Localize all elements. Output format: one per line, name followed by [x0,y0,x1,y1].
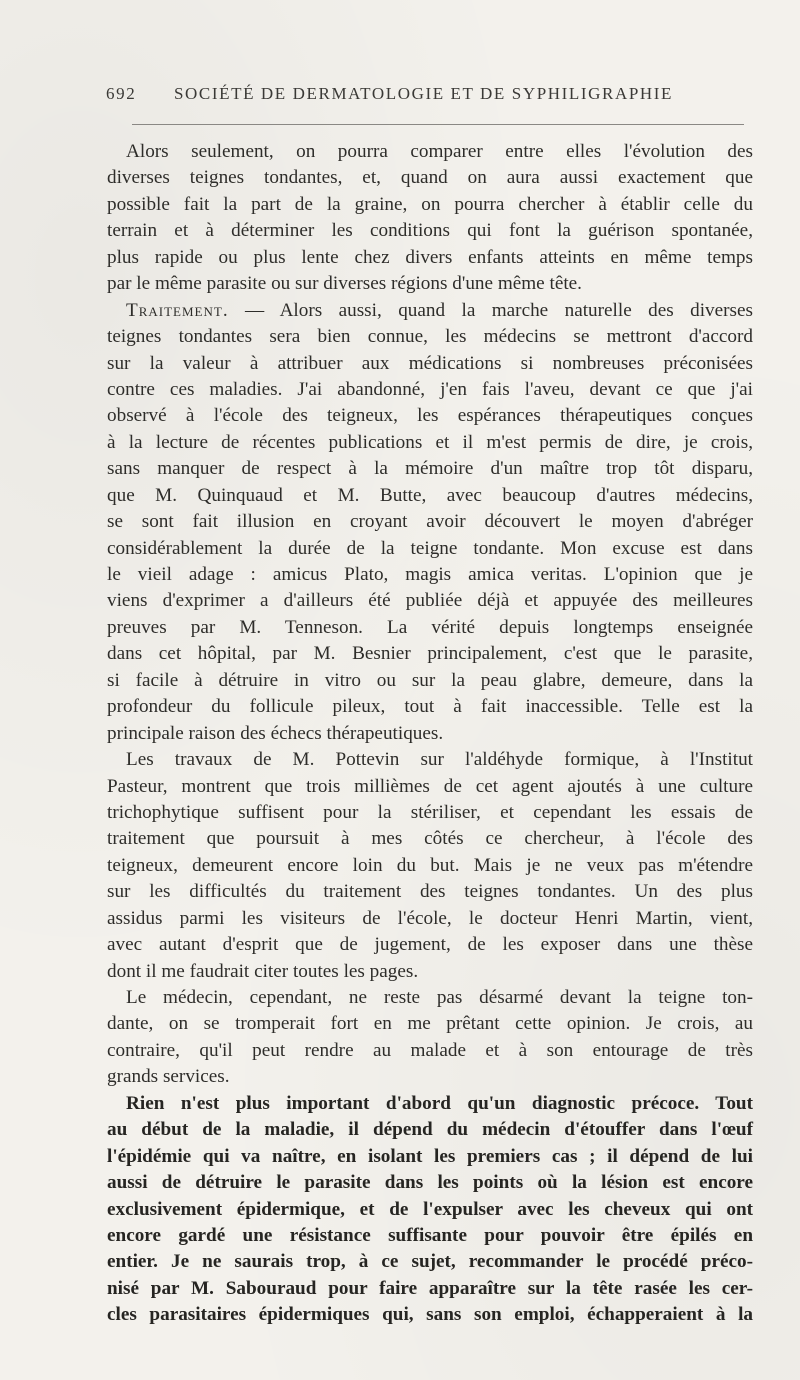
running-title: SOCIÉTÉ DE DERMATOLOGIE ET DE SYPHILIGRAPHIE [174,84,674,103]
text-line-lead [107,298,753,324]
text-line: entier. Je ne saurais trop, à ce sujet, recommander le procédé préco- [107,1251,753,1273]
text-line: Le médecin, cependant, ne reste pas désarmé devant la teigne ton- [126,987,753,1008]
text-line: le vieil adage : amicus Plato, magis amica veritas. L'opinion que je [107,564,753,585]
text-line: observé à l'école des teigneux, les espérances thérapeutiques conçues [107,405,753,427]
text-line: teigneux, demeurent encore loin du but. Mais je ne veux pas m'étendre [107,854,753,876]
text-line: Alors seulement, on pourra comparer entre elles l'évolution des [126,141,753,162]
text-line: sur la valeur à attribuer aux médications si nombreuses préconisées [107,352,753,374]
text-line: à la lecture de récentes publications et il m'est permis de dire, je crois, [107,431,753,453]
text-line: principale raison des échecs thérapeutiques. [107,722,444,744]
text-line: terrain et à déterminer les conditions qui font la guérison spontanée, [107,220,753,242]
text-line: viens d'exprimer a d'ailleurs été publiée déjà et appuyée des meilleures [107,590,753,612]
text-line: au début de la maladie, il dépend du médecin d'étouffer dans l'œuf [107,1119,753,1141]
paragraph-4 [107,985,753,1091]
text-line: Pasteur, montrent que trois millièmes de cet agent ajoutés à une culture [107,775,753,797]
text-line: encore gardé une résistance suffisante pour pouvoir être épilés en [107,1224,753,1246]
text-line: si facile à détruire in vitro ou sur la peau glabre, demeure, dans la [107,669,753,691]
text-line: diverses teignes tondantes, et, quand on aura aussi exactement que [107,167,753,189]
text-line: contre ces maladies. J'ai abandonné, j'en fais l'aveu, devant ce que j'ai [107,378,753,400]
text-line: plus rapide ou plus lente chez divers enfants atteints en même temps [107,246,753,268]
text-line: par le même parasite ou sur diverses régions d'une même tête. [107,273,582,295]
section-heading-traitement: Traitement. [126,299,229,321]
text-line: dante, on se tromperait fort en me prêtant cette opinion. Je crois, au [107,1013,753,1035]
text-line: dans cet hôpital, par M. Besnier principalement, c'est que le parasite, [107,643,753,665]
page-number: 692 [106,84,137,103]
text-line: teignes tondantes sera bien connue, les médecins se mettront d'accord [107,326,753,348]
text-line: que M. Quinquaud et M. Butte, avec beaucoup d'autres médecins, [107,484,753,506]
text-line: preuves par M. Tenneson. La vérité depuis longtemps enseignée [107,616,753,638]
header-rule [132,124,744,125]
text-line: contraire, qu'il peut rendre au malade et à son entourage de très [107,1039,753,1061]
text-line: trichophytique suffisent pour la stériliser, et cependant les essais de [107,801,753,823]
text-line: — Alors aussi, quand la marche naturelle des diverses [228,299,753,321]
paragraph-5 [107,1091,753,1329]
text-line: grands services. [107,1066,230,1088]
text-line: Les travaux de M. Pottevin sur l'aldéhyde formique, à l'Institut [126,749,753,771]
text-line: se sont fait illusion en croyant avoir découvert le moyen d'abréger [107,511,753,533]
text-line: avec autant d'esprit que de jugement, de les exposer dans une thèse [107,934,753,956]
text-line: cles parasitaires épidermiques qui, sans son emploi, échapperaient à la [107,1304,753,1326]
text-line: assidus parmi les visiteurs de l'école, le docteur Henri Martin, vient, [107,907,753,929]
text-line: sans manquer de respect à la mémoire d'un maître trop tôt disparu, [107,458,753,480]
text-line: traitement que poursuit à mes côtés ce chercheur, à l'école des [107,828,753,850]
text-line: possible fait la part de la graine, on pourra chercher à établir celle du [107,193,753,215]
text-line: dont il me faudrait citer toutes les pages. [107,960,419,982]
paragraph-3 [107,747,753,985]
body-text [107,139,753,1359]
text-line: aussi de détruire le parasite dans les points où la lésion est encore [107,1172,753,1194]
running-header [106,84,754,114]
text-line: l'épidémie qui va naître, en isolant les premiers cas ; il dépend de lui [107,1145,753,1167]
paragraph-2 [107,298,753,747]
text-line: Rien n'est plus important d'abord qu'un diagnostic précoce. Tout [126,1092,753,1114]
text-line: sur les difficultés du traitement des teignes tondantes. Un des plus [107,881,753,903]
text-line: considérablement la durée de la teigne tondante. Mon excuse est dans [107,537,753,559]
text-line: profondeur du follicule pileux, tout à fait inaccessible. Telle est la [107,696,753,718]
text-line: nisé par M. Sabouraud pour faire apparaître sur la tête rasée les cer- [107,1277,753,1299]
paragraph-1 [107,139,753,298]
text-line: exclusivement épidermique, et de l'expulser avec les cheveux qui ont [107,1198,753,1220]
